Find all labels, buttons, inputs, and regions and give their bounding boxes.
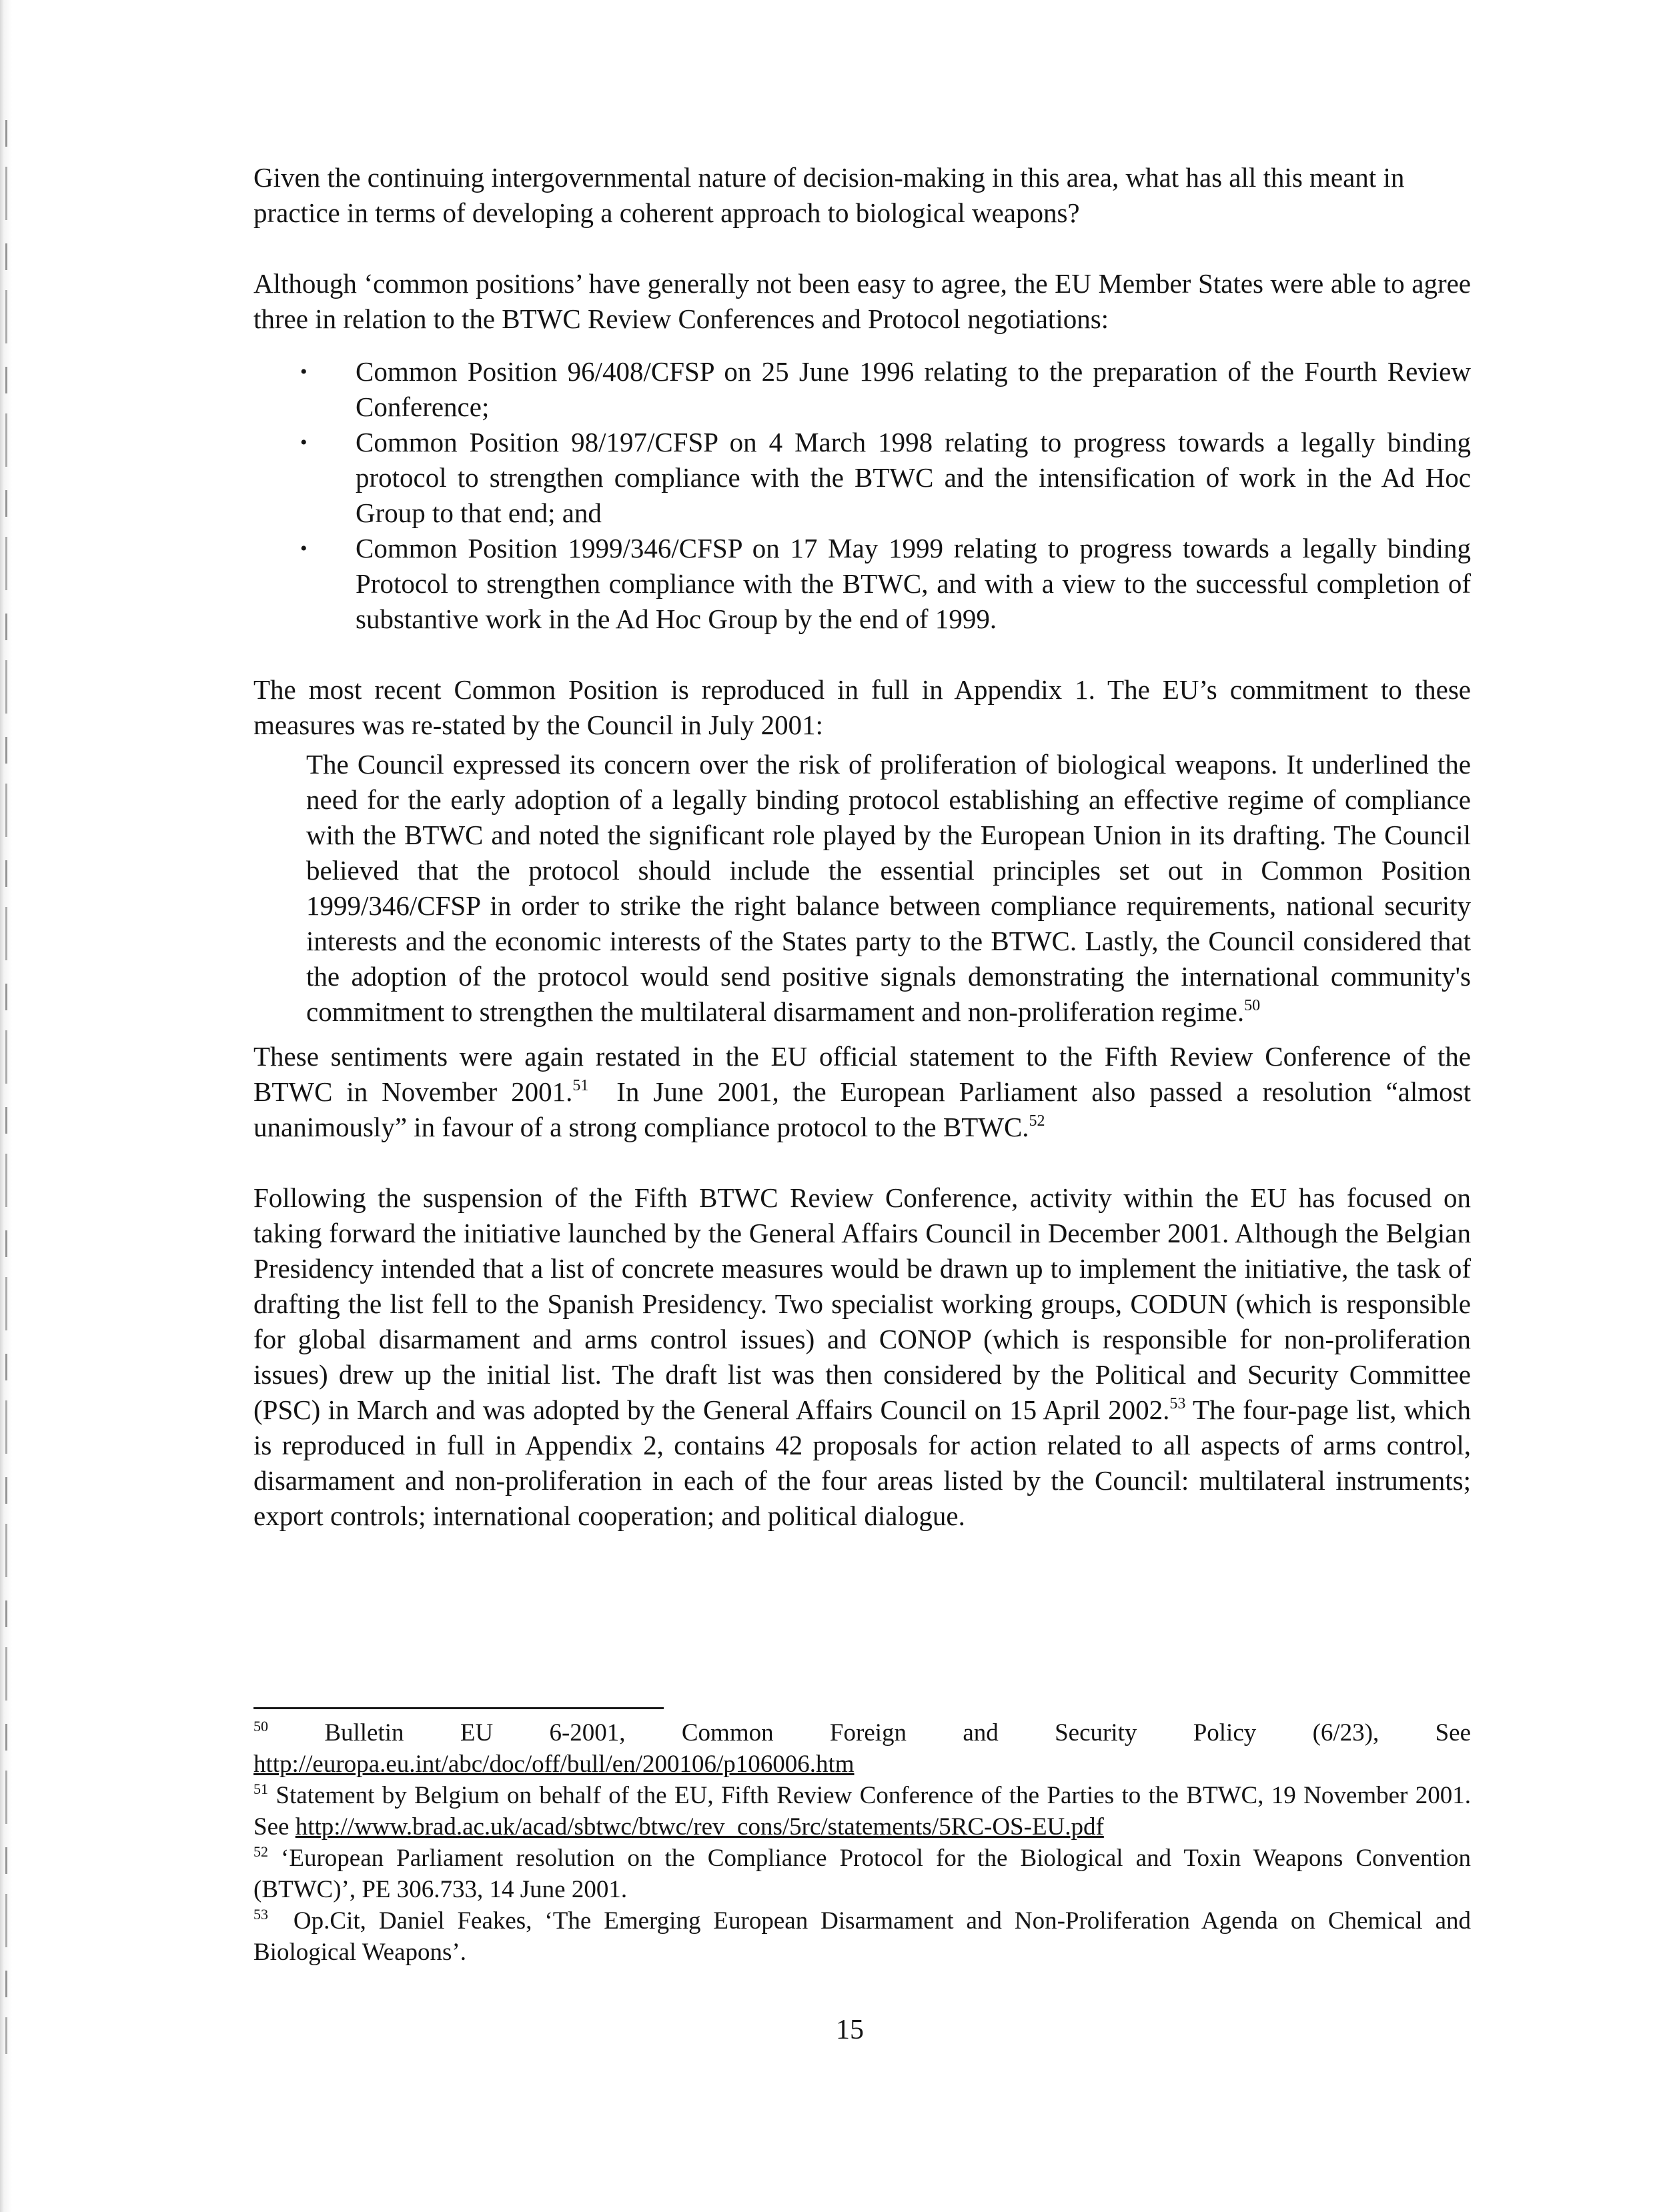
bullet-icon: • xyxy=(300,361,308,383)
footnote-text: Bulletin EU 6-2001, Common Foreign and Security Policy (6/23), See xyxy=(268,1719,1471,1747)
footnote-number: 51 xyxy=(253,1781,268,1797)
footnote-text: ‘European Parliament resolution on the Compliance Protocol for the Biological and Toxin Weapons Convention (BTWC)’, PE 306.733, 14 June 2001. xyxy=(253,1845,1471,1903)
paragraph-text: In June 2001, the European Parliament also passed a resolution “almost unanimously” in favour of a strong compliance protocol to the BTWC. xyxy=(253,1076,1478,1142)
paragraph-sentiments xyxy=(253,1039,1478,1145)
footnote xyxy=(253,1843,1471,1905)
quote-text: The Council expressed its concern over the risk of proliferation of biological weapons. It underlined the need for the early adoption of a legally binding protocol establishing an effective regime of compliance with the BTWC and noted the significant role played by the European Union in its drafting. The Council believed that the protocol should include the essential principles set out in Common Position 1999/346/CFSP in order to strike the right balance between compliance requirements, national security interests and the economic interests of the States party to the BTWC. Lastly, the Council considered that the adoption of the protocol would send positive signals demonstrating the international community's commitment to strengthen the multilateral disarmament and non-proliferation regime. xyxy=(306,749,1471,1027)
scan-edge-artifact xyxy=(5,120,7,2054)
bullet-icon: • xyxy=(300,537,308,560)
footnote-text: Op.Cit, Daniel Feakes, ‘The Emerging European Disarmament and Non-Proliferation Agenda on Chemical and Biological Weapons’. xyxy=(253,1907,1478,1966)
footnote-ref: 53 xyxy=(1169,1395,1186,1412)
footnote-ref: 50 xyxy=(1244,997,1261,1014)
footnote-link[interactable]: http://europa.eu.int/abc/doc/off/bull/en/200106/p106006.htm xyxy=(253,1751,855,1778)
body-text xyxy=(253,160,1478,1534)
footnote-ref: 52 xyxy=(1029,1112,1045,1130)
footnote-number: 52 xyxy=(253,1843,268,1860)
paragraph-text: The four-page list, which is reproduced in full in Appendix 2, contains 42 proposals for action related to all aspects of arms control, disarmament and non-proliferation in each of the four areas listed by the Council: multilateral instruments; export controls; international cooperation; and political dialogue. xyxy=(253,1394,1471,1531)
bullet-icon: • xyxy=(300,431,308,453)
footnote-link[interactable]: http://www.brad.ac.uk/acad/sbtwc/btwc/rev_cons/5rc/statements/5RC-OS-EU.pdf xyxy=(295,1813,1104,1841)
footnote-number: 53 xyxy=(253,1906,268,1923)
paragraph-text: Following the suspension of the Fifth BTWC Review Conference, activity within the EU has focused on taking forward the initiative launched by the General Affairs Council in December 2001. Although the Belgian Presidency intended that a list of concrete measures would be drawn up to implement the initiative, the task of drafting the list fell to the Spanish Presidency. Two specialist working groups, CODUN (which is responsible for global disarmament and arms control issues) and CONOP (which is responsible for non-proliferation issues) drew up the initial list. The draft list was then considered by the Political and Security Committee (PSC) in March and was adopted by the General Affairs Council on 15 April 2002. xyxy=(253,1182,1471,1425)
footnote-text: Statement by Belgium on behalf of the EU, Fifth Review Conference of the Parties to the BTWC, 19 November 2001. See xyxy=(253,1782,1471,1841)
list-item xyxy=(253,354,1471,425)
paragraph-intro: Given the continuing intergovernmental nature of decision-making in this area, what has all this meant in practice in terms of developing a coherent approach to biological weapons? xyxy=(253,162,1405,228)
footnote-divider xyxy=(253,1707,664,1709)
paragraph-common-positions: Although ‘common positions’ have generally not been easy to agree, the EU Member States were able to agree three in relation to the BTWC Review Conferences and Protocol negotiations: xyxy=(253,268,1471,334)
list-item-text: Common Position 96/408/CFSP on 25 June 1996 relating to the preparation of the Fourth Review Conference; xyxy=(356,356,1471,422)
list-item xyxy=(253,531,1471,637)
list-item-text: Common Position 1999/346/CFSP on 17 May 1999 relating to progress towards a legally binding Protocol to strengthen compliance with the BTWC, and with a view to the successful completion of substantive work in the Ad Hoc Group by the end of 1999. xyxy=(356,533,1471,634)
paragraph-eu-activity xyxy=(253,1180,1471,1534)
page-number: 15 xyxy=(836,2015,864,2045)
footnote-ref: 51 xyxy=(572,1077,589,1094)
footnotes xyxy=(253,1717,1478,1968)
list-item-text: Common Position 98/197/CFSP on 4 March 1998 relating to progress towards a legally binding protocol to strengthen compliance with the BTWC and the intensification of work in the Ad Hoc Group to that end; and xyxy=(356,427,1471,528)
footnote xyxy=(253,1717,1471,1780)
footnote xyxy=(253,1905,1478,1968)
paragraph-text: These sentiments were again restated in the EU official statement to the Fifth Review Conference of the BTWC in November 2001. xyxy=(253,1041,1471,1107)
common-positions-list xyxy=(253,354,1471,637)
footnote xyxy=(253,1780,1471,1843)
paragraph-appendix: The most recent Common Position is reproduced in full in Appendix 1. The EU’s commitment to these measures was re-stated by the Council in July 2001: xyxy=(253,674,1471,740)
footnote-number: 50 xyxy=(253,1718,268,1735)
council-quote xyxy=(253,747,1471,1030)
list-item xyxy=(253,425,1471,531)
